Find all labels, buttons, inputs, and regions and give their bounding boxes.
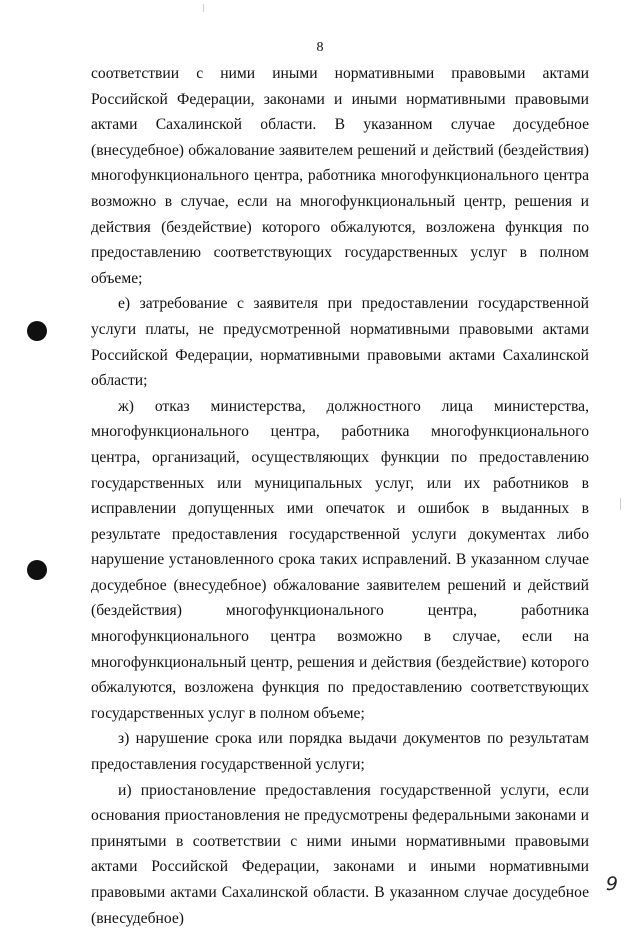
page-number: 8 (316, 40, 324, 55)
paragraph-item-z: з) нарушение срока или порядка выдачи документов по результатам предоставления государственной услуги; (91, 730, 589, 774)
paragraph-continuation: соответствии с ними иными нормативными правовыми актами Российской Федерации, законами и иными нормативными правовыми актами Сахалинской области. В указанном случае досудебное (внесудебное) обжалование заявителем решений и действий (бездействия) многофункционального центра, работника многофункционального центра возможно в случае, если на многофункциональный центр, решения и действия (бездействие) которого обжалуются, возложена функция по предоставлению соответствующих государственных услуг в полном объеме; (91, 65, 589, 287)
paragraph-item-e: е) затребование с заявителя при предоставлении государственной услуги платы, не предусмотренной нормативными правовыми актами Российской Федерации, нормативными правовыми актами Сахалинской области; (91, 295, 589, 390)
paragraph-item-i: и) приостановление предоставления государственной услуги, если основания приостановления не предусмотрены федеральными законами и принятыми в соответствии с ними иными нормативными правовыми актами Российской Федерации, законами и иными нормативными правовыми актами Сахалинской области. В указанном случае досудебное (внесудебное) (91, 781, 589, 927)
paragraph-item-zh: ж) отказ министерства, должностного лица министерства, многофункционального центра, работника многофункционального центра, организаций, осуществляющих функции по предоставлению государственных или муниципальных услуг, или их работников в исправлении допущенных ими опечаток и ошибок в выданных в результате предоставления государственной услуги документах либо нарушение установленного срока таких исправлений. В указанном случае досудебное (внесудебное) обжалование заявителем решений и действий (бездействия) многофункционального центра, работника многофункционального центра возможно в случае, если на многофункциональный центр, решения и действия (бездействие) которого обжалуются, возложена функция по предоставлению соответствующих государственных услуг в полном объеме; (91, 397, 589, 722)
scan-artifact-mark (620, 498, 621, 510)
handwritten-page-number: 9 (605, 873, 618, 895)
scan-artifact-mark (203, 4, 204, 12)
punch-hole-top (27, 321, 47, 341)
document-body (91, 61, 589, 931)
punch-hole-bottom (27, 560, 47, 580)
